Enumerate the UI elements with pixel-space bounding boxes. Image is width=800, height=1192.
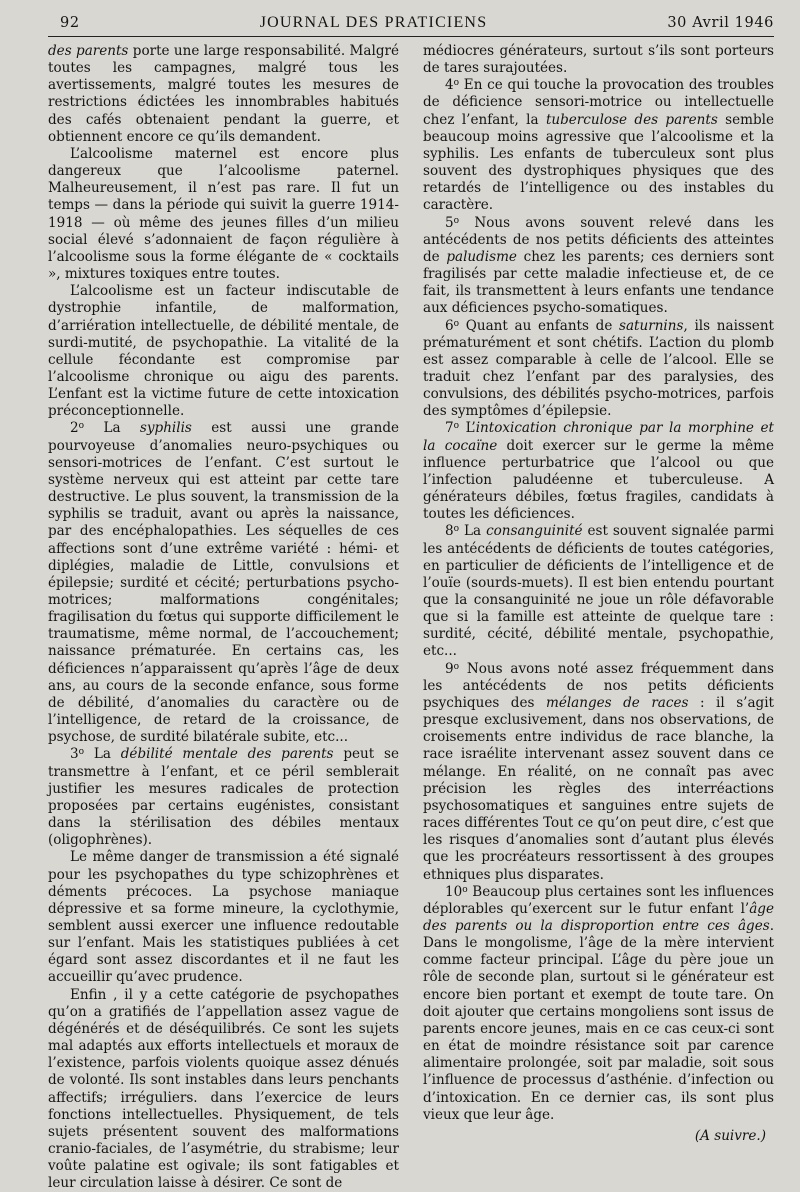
right-column [423,43,774,1192]
issue-date: 30 Avril 1946 [667,15,774,31]
paragraph: des parents porte une large responsabilité. Malgré toutes les campagnes, malgré tous les avertissements, malgré toutes les mesures de restrictions édictées les innombrables habitués des cafés obtenaient pendant la guerre, et obtiennent encore ce qu’ils demandent. [48,43,399,145]
paragraph: Le même danger de transmission a été signalé pour les psychopathes du type schizophrènes et déments précoces. La psychose maniaque dépressive et sa forme mineure, la cyclothymie, semblent aussi exercer une influence redoutable sur l’enfant. Mais les statistiques publiées à cet égard sont assez discordantes et il ne faut les accueillir qu’avec prudence. [48,849,399,986]
paragraph: 5$^o$ Nous avons souvent relevé dans les antécédents de nos petits déficients des atteintes de paludisme chez les parents; ces derniers sont fragilisés par cette maladie infectieuse et, de ce fait, ils transmettent à leurs enfants une tendance aux déficiences psycho-somatiques. [423,214,774,317]
paragraph: 7$^o$ L’intoxication chronique par la morphine et la cocaïne doit exercer sur le germe la même influence perturbatrice que l’alcool ou que l’infection paludéenne et tuberculeuse. A générateurs débiles, fœtus fragiles, candidats à toutes les déficiences. [423,420,774,523]
page-number: 92 [60,15,80,31]
paragraph: 9$^o$ Nous avons noté assez fréquemment dans les antécédents de nos petits déficients psychiques des mélanges de races : il s’agit presque exclusivement, dans nos observations, de croisements entre individus de race blanche, la race israélite intervenant assez souvent dans ce mélange. En réalité, on ne connaît pas avec précision les règles des interréactions psychosomatiques et sanguines entre sujets de races différentes Tout ce qu’on peut dire, c’est que les risques d’anomalies sont d’autant plus élevés que les procréateurs ressortissent à des groupes ethniques plus disparates. [423,660,774,883]
paragraph: L’alcoolisme maternel est encore plus dangereux que l’alcoolisme paternel. Malheureusement, il n’est pas rare. Il fut un temps — dans la période qui suivit la guerre 1914-1918 — où même des jeunes filles d’un milieu social élevé s’adonnaient de façon régulière à l’alcoolisme sous la forme élégante de « cocktails », mixtures toxiques entre toutes. [48,145,399,283]
paragraph: 4$^o$ En ce qui touche la provocation des troubles de déficience sensori-motrice ou intellectuelle chez l’enfant, la tuberculose des parents semble beaucoup moins agressive que l’alcoolisme et la syphilis. Les enfants de tuberculeux sont plus souvent des dystrophiques physiques que des retardés de l’intelligence ou des instables du caractère. [423,77,774,214]
left-column [48,43,399,1192]
paragraph: 8$^o$ La consanguinité est souvent signalée parmi les antécédents de déficients de toutes catégories, en particulier de déficients de l’intelligence et de l’ouïe (sourds-muets). Il est bien entendu pourtant que la consanguinité ne joue un rôle défavorable que si la famille est atteinte de quelque tare : surdité, cécité, débilité mentale, psychopathie, etc... [423,523,775,660]
paragraph: Enfin , il y a cette catégorie de psychopathes qu’on a gratifiés de l’appellation assez vague de dégénérés et de déséquilibrés. Ce sont les sujets mal adaptés aux efforts intellectuels et moraux de l’existence, parfois violents quoique assez dénués de volonté. Ils sont instables dans leurs penchants affectifs; irréguliers. dans l’exercice de leurs fonctions intellectuelles. Physiquement, de tels sujets présentent souvent des malformations cranio-faciales, de l’asymétrie, du strabisme; leur voûte palatine est ogivale; ils sont fatigables et leur circulation laisse à désirer. Ce sont de [48,986,399,1192]
paragraph: 3$^o$ La débilité mentale des parents peut se transmettre à l’enfant, et ce péril semblerait justifier les mesures radicales de protection proposées par certains eugénistes, consistant dans la stérilisation des débiles mentaux (oligophrènes). [48,746,399,849]
paragraph: 6$^o$ Quant au enfants de saturnins, ils naissent prématurément et sont chétifs. L’action du plomb est assez comparable à celle de l’alcool. Elle se traduit chez l’enfant par des paralysies, des convulsions, des débilités psycho-motrices, parfois des symptômes d’épilepsie. [423,317,774,420]
journal-title: JOURNAL DES PRATICIENS [259,14,488,31]
paragraph: 2$^o$ La syphilis est aussi une grande pourvoyeuse d’anomalies neuro-psychiques ou sensori-motrices de l’enfant. C’est surtout le système nerveux qui est atteint par cette tare destructive. Le plus souvent, la transmission de la syphilis se traduit, avant ou après la naissance, par des encéphalopathies. Les séquelles de ces affections sont d’une extrême variété : hémi- et diplégies, maladie de Little, convulsions et épilepsie; surdité et cécité; perturbations psycho-motrices; malformations congénitales; fragilisation du fœtus qui supporte difficilement le traumatisme, même normal, de l’accouchement; naissance prématurée. En certains cas, les déficiences n’apparaissent qu’après l’âge de deux ans, au cours de la seconde enfance, sous forme de débilité, d’anomalies du caractère ou de l’intelligence, de retard de la croissance, de psychose, de surdité bilatérale subite, etc... [48,420,400,746]
paragraph: 10$^o$ Beaucoup plus certaines sont les influences déplorables qu’exercent sur le futur enfant l’âge des parents ou la disproportion entre ces âges. Dans le mongolisme, l’âge de la mère intervient comme facteur principal. L’âge du père joue un rôle de seconde plan, surtout si le générateur est encore bien portant et exempt de toute tare. On doit ajouter que certains mongoliens sont issus de parents encore jeunes, mais en ce cas ceux-ci sont en état de moindre résistance soit par carence alimentaire prolongée, soit par maladie, soit sous l’influence de processus d’asthénie. d’infection ou d’intoxication. En ce dernier cas, ils sont plus vieux que leur âge. [423,883,774,1123]
header-rule [48,36,774,37]
paragraph: L’alcoolisme est un facteur indiscutable de dystrophie infantile, de malformation, d’arriération intellectuelle, de débilité mentale, de surdi-mutité, de psychopathie. La vitalité de la cellule fécondante est compromise par l’alcoolisme chronique ou aigu des parents. L’enfant est la victime future de cette intoxication préconceptionnelle. [48,283,399,420]
to-be-continued-note: (A suivre.) [694,1127,766,1144]
article-body [48,43,774,1192]
running-header [48,14,774,36]
paragraph: médiocres générateurs, surtout s’ils sont porteurs de tares surajoutées. [423,43,774,77]
